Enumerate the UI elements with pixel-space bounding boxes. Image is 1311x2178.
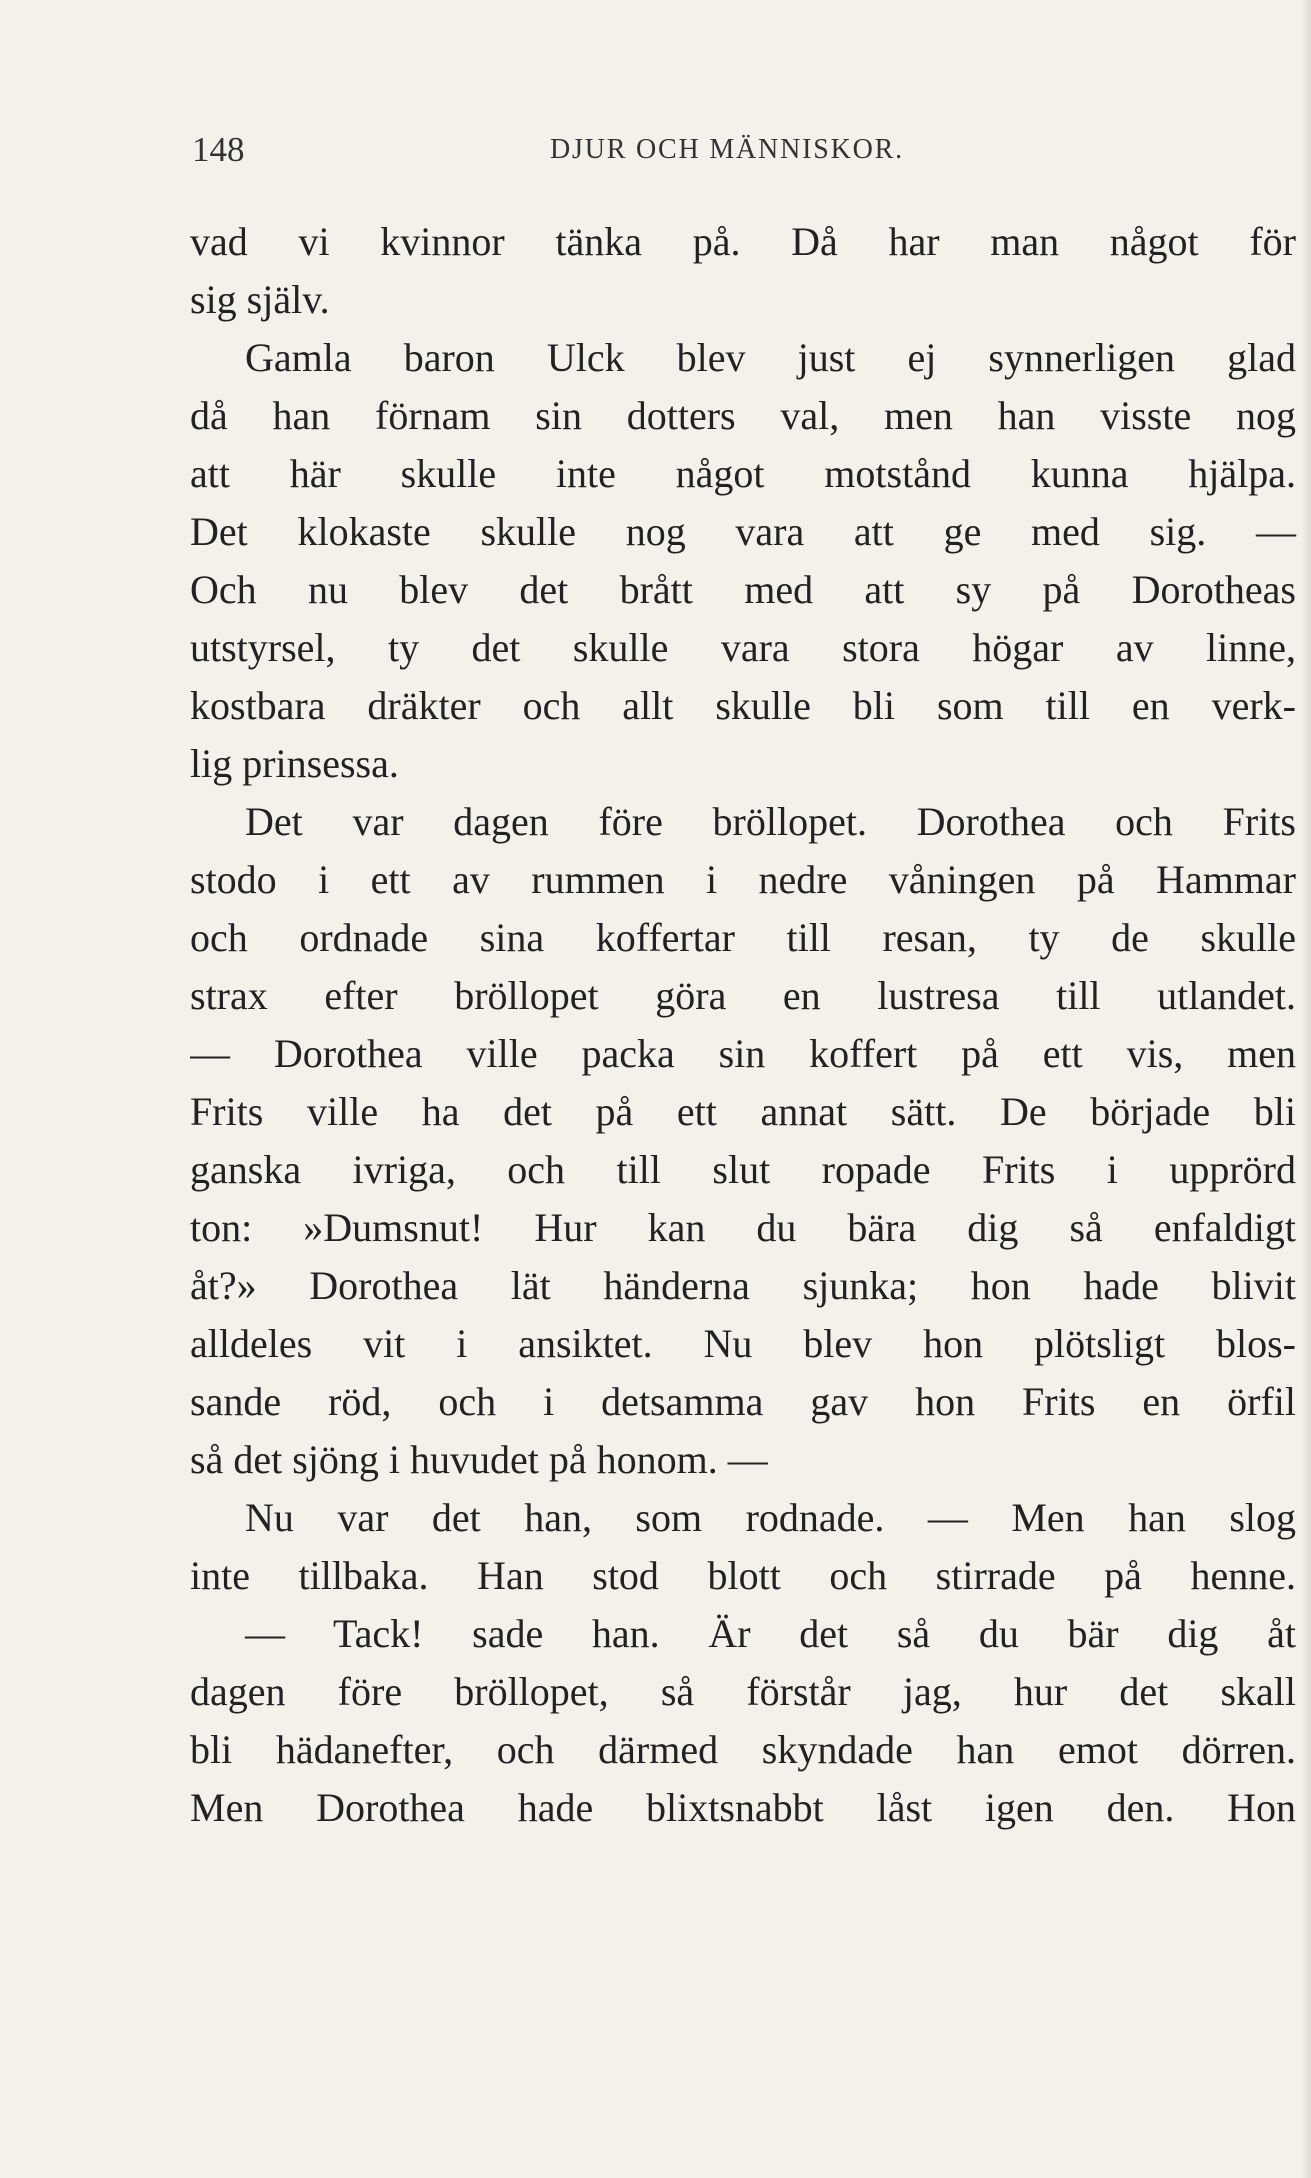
text-line: åt?» Dorothea lät händerna sjunka; hon hade blivit: [190, 1263, 1296, 1308]
text-line: och ordnade sina koffertar till resan, ty de skulle: [190, 915, 1296, 960]
text-line: vad vi kvinnor tänka på. Då har man något för: [190, 219, 1296, 264]
text-line: utstyrsel, ty det skulle vara stora högar av linne,: [190, 625, 1296, 670]
text-line: sande röd, och i detsamma gav hon Frits en örfil: [190, 1379, 1296, 1424]
text-line: Gamla baron Ulck blev just ej synnerligen glad: [245, 335, 1296, 380]
page-header: [192, 130, 1292, 180]
text-line: kostbara dräkter och allt skulle bli som till en verk-: [190, 683, 1296, 728]
text-line: strax efter bröllopet göra en lustresa till utlandet.: [190, 973, 1296, 1018]
text-line: lig prinsessa.: [190, 741, 399, 786]
text-line: Frits ville ha det på ett annat sätt. De började bli: [190, 1089, 1296, 1134]
text-line: Nu var det han, som rodnade. — Men han slog: [245, 1495, 1296, 1540]
text-line: Det klokaste skulle nog vara att ge med sig. —: [190, 509, 1296, 554]
text-line: Det var dagen före bröllopet. Dorothea och Frits: [245, 799, 1296, 844]
text-line: ton: »Dumsnut! Hur kan du bära dig så enfaldigt: [190, 1205, 1296, 1250]
text-line: dagen före bröllopet, så förstår jag, hur det skall: [190, 1669, 1296, 1714]
page-edge-shadow: [1301, 0, 1311, 2178]
text-line: sig själv.: [190, 277, 330, 322]
text-line: stodo i ett av rummen i nedre våningen på Hammar: [190, 857, 1296, 902]
text-line: Men Dorothea hade blixtsnabbt låst igen den. Hon: [190, 1785, 1296, 1830]
text-line: ganska ivriga, och till slut ropade Frits i upprörd: [190, 1147, 1296, 1192]
text-line: att här skulle inte något motstånd kunna hjälpa.: [190, 451, 1296, 496]
body-text: [190, 212, 1300, 2142]
text-line: bli hädanefter, och därmed skyndade han emot dörren.: [190, 1727, 1296, 1772]
text-line: — Tack! sade han. Är det så du bär dig åt: [245, 1611, 1296, 1656]
text-line: Och nu blev det brått med att sy på Dorotheas: [190, 567, 1296, 612]
text-line: inte tillbaka. Han stod blott och stirrade på henne.: [190, 1553, 1296, 1598]
page-number: 148: [192, 130, 245, 169]
text-line: — Dorothea ville packa sin koffert på ett vis, men: [190, 1031, 1296, 1076]
text-line: då han förnam sin dotters val, men han visste nog: [190, 393, 1296, 438]
text-line: alldeles vit i ansiktet. Nu blev hon plötsligt blos-: [190, 1321, 1296, 1366]
text-line: så det sjöng i huvudet på honom. —: [190, 1437, 768, 1482]
running-title: DJUR OCH MÄNNISKOR.: [550, 134, 904, 165]
